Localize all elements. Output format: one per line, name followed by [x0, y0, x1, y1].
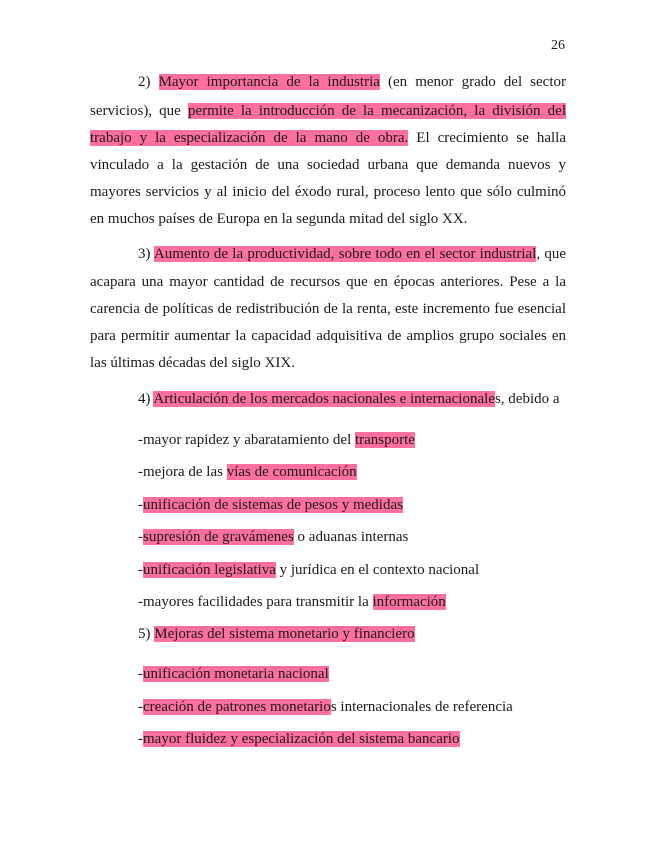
item-text: -mejora de las — [138, 464, 227, 480]
item-highlight: unificación legislativa — [143, 562, 276, 578]
item-text: -mayores facilidades para transmitir la — [138, 594, 373, 610]
p2-highlight-2: permite la introducción de la mecanización, la división del — [187, 103, 566, 119]
item-highlight: mayor fluidez y especialización del sistema bancario — [143, 731, 460, 747]
item-text: -mayor rapidez y abaratamiento del — [138, 432, 355, 448]
p3-line-4: para permitir aumentar la capacidad adquisitiva de amplios grupo sociales en — [90, 328, 566, 344]
p2-line-4: vinculado a la gestación de una sociedad urbana que demanda nuevos y — [90, 157, 566, 173]
item-highlight: transporte — [354, 432, 415, 448]
p3-line-1 — [90, 244, 566, 264]
p4-item — [138, 527, 408, 547]
item-text: - — [138, 562, 143, 578]
p3-highlight-1: Aumento de la productividad, sobre todo en el sector industrial — [153, 246, 537, 262]
p5-number: 5) — [138, 626, 155, 642]
p5-item — [138, 697, 513, 717]
item-text: y jurídica en el contexto nacional — [275, 562, 480, 578]
p3-text-1: , que — [536, 246, 566, 262]
p4-item — [138, 592, 446, 612]
p2-line-2 — [90, 101, 566, 121]
p2-text-3: El crecimiento se halla — [408, 130, 566, 146]
item-text: - — [138, 731, 143, 747]
p3-line-2: acapara una mayor cantidad de recursos que en épocas anteriores. Pese a la — [90, 274, 566, 290]
item-text: - — [138, 497, 143, 513]
p2-line-6: en muchos países de Europa en la segunda mitad del siglo XX. — [90, 211, 468, 227]
p2-text-2: servicios), que — [90, 103, 188, 119]
p4-highlight: Articulación de los mercados nacionales e internacionale — [153, 391, 495, 407]
item-text: - — [138, 666, 143, 682]
p4-item — [138, 430, 415, 450]
page-number: 26 — [551, 38, 565, 53]
item-highlight: información — [372, 594, 446, 610]
item-highlight: supresión de gravámenes — [143, 529, 294, 545]
p2-number: 2) — [138, 74, 159, 90]
p4-item — [138, 462, 357, 482]
p2-line-3 — [90, 128, 566, 148]
p4-number: 4) — [138, 391, 154, 407]
p3-line-3: carencia de políticas de redistribución de la renta, este incremento fue esencial — [90, 301, 566, 317]
p2-highlight-1: Mayor importancia de la industria — [158, 74, 380, 90]
item-highlight: unificación monetaria nacional — [143, 666, 329, 682]
p2-line-5: mayores servicios y al inicio del éxodo rural, proceso lento que sólo culminó — [90, 184, 566, 200]
p2-highlight-3: trabajo y la especialización de la mano de obra. — [90, 130, 409, 146]
p5-heading — [138, 624, 415, 644]
item-highlight: unificación de sistemas de pesos y medidas — [143, 497, 403, 513]
p2-text-1: (en menor grado del sector — [379, 74, 566, 90]
item-highlight: creación de patrones monetario — [143, 699, 331, 715]
p2-line-1 — [90, 72, 566, 92]
item-text: - — [138, 529, 143, 545]
p4-heading — [138, 389, 560, 409]
p4-item — [138, 560, 479, 580]
p4-item — [138, 495, 403, 515]
p3-line-5: las últimas décadas del siglo XIX. — [90, 355, 295, 371]
item-text: s internacionales de referencia — [330, 699, 513, 715]
p4-text: s, debido a — [494, 391, 560, 407]
p5-item — [138, 729, 460, 749]
p5-item — [138, 664, 329, 684]
p3-number: 3) — [138, 246, 154, 262]
p5-highlight: Mejoras del sistema monetario y financiero — [154, 626, 415, 642]
item-text: o aduanas internas — [293, 529, 409, 545]
item-highlight: vías de comunicación — [226, 464, 357, 480]
item-text: - — [138, 699, 143, 715]
